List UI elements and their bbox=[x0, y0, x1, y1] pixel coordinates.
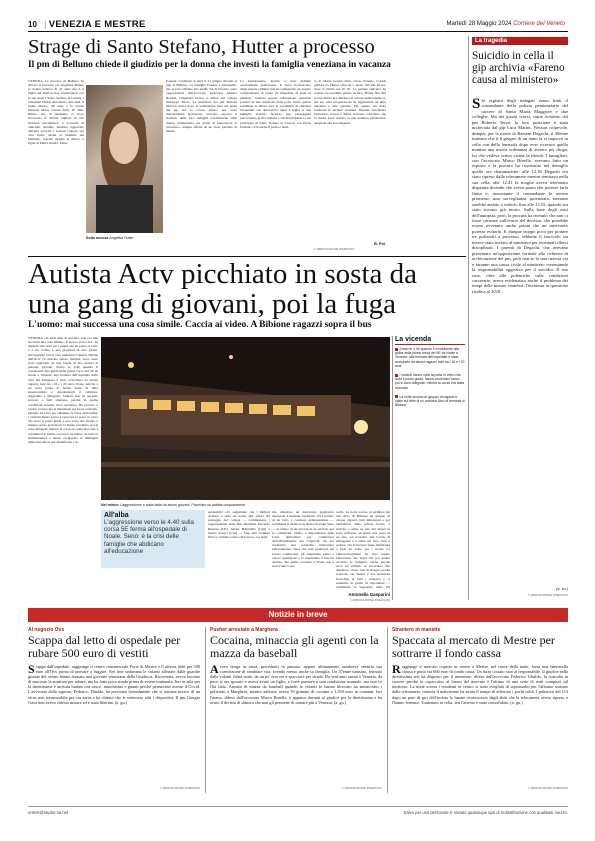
bus-photo-caption: Nel mirino L'aggressione è stata fatta da alcuni giovani. Picchiato un autista cinquantenne bbox=[101, 503, 246, 507]
footer-email: ormes@studio-3a.net bbox=[28, 810, 69, 815]
top-story-subtitle: Il pm di Belluno chiede il giudizio per la donna che investì la famiglia veneziana in vacanza bbox=[28, 60, 391, 70]
main-story-col-1: VENEZIA «In tanti anni di servizio, non era mai successa una cosa simile». E ancora sotto choc, ha disturbi alla vista per i pugni che ha preso al volto e a un occhio e una prognosi di otto giorni. All'ospedale con il viso tumefatto l'autista 50enne dell'Actv c'è arrivato sabato mattina, dopo esser stato aggredito da una banda di una decina di persone giovani. Erano le 4.40 quando il conducente alla guida della prima corsa del 5E da Noale a Venezia, alla fermata dell'ospedale della città del Tempesta è stato avvicinato da alcuni ragazzi, tutti tra i 16 e i 20 anni. Erano arrivati a un certo punto lo hanno preso di mira stuzzicandolo e chiedendogli il cellulare. Aggredito e dileggiato l'autista non ha neppure provato a farli smettere, perché in quelle condizioni sarebbe stato rischioso. Ha provato a lasciar correre ma la situazione era fuori controllo. Quando ha fatto per chiamare le forze dell'ordine, i violenti hanno preso a spaccare la porta in vetro che isola il posto guida e una volta che l'uomo è rimasto senza protezione lo hanno picchiato, poi si sono dileguati, mentre la corsa era stata bloccata. I carabinieri lo hanno soccorso, ne hanno raccolto la testimonianza e hanno recuperato le immagini delle telecamere per identificare i re- bbox=[28, 336, 98, 444]
brief-3-title: Spaccata al mercato di Mestre per sottrarre il fondo cassa bbox=[392, 633, 555, 660]
section-title: | VENEZIA E MESTRE bbox=[44, 19, 146, 30]
header-rule bbox=[28, 31, 568, 32]
vicenda-box bbox=[395, 336, 465, 407]
hutter-photo-caption: Sotto accusa Angelika Hutter bbox=[86, 236, 134, 240]
bullet-icon bbox=[395, 374, 398, 377]
bus-photo bbox=[101, 337, 390, 500]
main-story-title: Autista Actv picchiato in sosta da una gang di giovani, poi la fuga bbox=[28, 258, 418, 320]
vicenda-item: Erano le 4.40 quando il conducente alla guida della prima corsa del 5E da Noale a Venezia, alla fermata dell'ospedale è stato avvicinato da alcuni ragazzi, tutti tra i 16 e i 20 anni bbox=[395, 347, 465, 368]
bullet-icon bbox=[395, 348, 398, 351]
brief-1-body: Scappa dall'ospedale, raggiunge il centro commerciale Porte di Mestre e li afferra abiti per 500 euro all'Ovs prima di provare a fuggire. Nel fine settimana le volanti allertate dalle guardie giurate del centro hanno fermato una giovane veneziana della Giudecca. Ricoverata, aveva lasciato di nascosto la struttura per rubare, ma ha fatto poca strada prima di essere trattenuta. Ieri in aula per la direttissima è arrivata badata con casco, mascherina e guanti perché pensavano avesse il Covid. L'avvocato della signora, Federico Tibaldo, ha precisato formalmente che si trattava invece di un virus non trasmissibile per via aerea e ha chiesto che le venissero tolti i dispositivi. Il pm Giorgio Gava non aveva chiesto misure ed è stata liberata. (a. gu.) bbox=[28, 664, 200, 705]
footer-copyright: Salvo per uso personale e' vietato qualunque tipo di redistribuzione con qualsiasi mezzo. bbox=[403, 810, 568, 815]
allalba-title: All'alba bbox=[104, 512, 129, 519]
brief-1-copyright: © RIPRODUZIONE RISERVATA bbox=[159, 786, 200, 790]
tragedia-body: S Si registro degli indagati erano finiti il comandante della polizia penitenziaria del carcere di Santa Maria Maggiore e due colleghe. Ma nei giorni scorsi, come richiesto dal pm Roberto Terzo, la loro posizione è stata archiviata dal gip Luca Marini. Nessun colpevole, dunque, per la morte di Bassem Degachi, il 38enne tunisino che il 6 giugno di un anno fa si impiccò in cella con della lenzuola dopo aver ricevuto quella mattina una nuova ordinanza di arresto per droga, lui che vedeva ormai vicina la libertà. I famigliari, con l'avvocato Marco Borella, avevano fatto un esposto e la procura ha ricostruito nel dettaglio quelle ore drammatiche: alle 12.30 Degachi era stato ripreso dalle telecamere mentre rientrava nella sua cella, alle 12.41 la moglie aveva telefonato disperata dicendo che aveva paura che potesse farla finita e, nonostante il comandante le avesse promesso una sorveglianza potenziata, nessuno sarebbe andato a vederlo fino alle 13.55, quando era stato trovato già morto. Sulla base degli esiti dell'autopsia, però, la procura ha ritenuto che non ci fosse certezze sull'orario del decesso, che potrebbe essere avvenuto anche prima che un intervento potesse evitarlo. E dunque troppo poco per portare tre poliziotti a processo, sebbene il fascicolo sia invece stato inviato al ministero per eventuali rilievi disciplinari. I parenti di Degachi, che avevano presentato un'opposizione formale alla richiesta di archiviazione del pm, però non se la sono messa via e faranno una causa civile al ministero contestando la responsabilità oggettiva per il suicidio. Il suo caso, oltre alle polemiche sulle condizioni carcerarie, aveva evidenziato anche il problema dei tempi delle misure cautelari: l'inchiesta in questione risaliva al 2018. bbox=[472, 98, 568, 294]
brief-2-body: Aveva droga in tasca, precedenti in passato, eppure ultimamente sembrava sentirla sua convinzione di cambiare vita, avendo messo anche su famiglia. Un 37enne tunisino, fermato dalle volanti l'altra notte, da un po' non era a spacciare per strada. Da vent'anni ormai a Venezia, da poco si era sposato e aveva avuto un figlio, e forse puntava a una condizione normale, ma non ce l'ha fatta. Armato di mazza da baseball quando le volanti lo hanno bloccato ha minacciato i poliziotti a Marghera, mentre addosso aveva 19 grammi di cocaina e 1.350 euro in contanti. Ieri l'uomo, difeso dall'avvocato Marco Borella, è apparso davanti al giudice per la direttissima e ha avuto il divieto di dimora che non gli permette di tornare più a Venezia. (a. gu.) bbox=[210, 664, 382, 705]
footer-rule bbox=[28, 806, 568, 807]
tragedia-title: Suicidio in cella il gip archivia «Fareno causa al ministero» bbox=[472, 50, 565, 86]
brief-3-copyright: © RIPRODUZIONE RISERVATA bbox=[527, 786, 568, 790]
top-story-col-3: La trentatreenne, inoltre, è stata definita «socialmente pericolosa». Il vizio riconosciuto dagli esperti a Hutter non ha configurato un quadro compromesso al punto da impedirle di stare in giudizio, tuttavia questa valutazione potrebbe portare ad una riduzione della pena. Entro queste settimane la difesa avrà la possibilità di chiedere l'eventuale rito abbreviato. Quei 6 luglio le due famiglie stavano facendo una passeggiata percorrendo in fila indiana e sul marciapiede la via principale di Santo Stefano di Cadore: con Elena Potente, c'era anche il padre e mari- bbox=[240, 79, 311, 129]
main-story-signature: Antonella Gasparini bbox=[348, 592, 390, 597]
brief-3-dropcap: R bbox=[392, 664, 401, 676]
top-story-col-1: VENEZIA La procura di Belluno ha chiesto il processo per Angelika Hutter, la donna tedesca di 33 anni che il 6 luglio del 2023 uccise, investendoli con la sua Audi a Santo Stefano di Cadore, i veneziani Mattia Antoniello, due anni, il padre Marco, 48 anni e la nonna materna Maria Grazia Zuin, 65 anni. Hutter, che al momento si trova ricoverata in libertà vigilata in una struttura psichiatrica, è accusata di omicidio stradale plurimo aggravato dall'alta velocità e lesioni colpose per aver ferito anche la mamma del bambino, nonché moglie di Marco e figlia di Maria Grazia, Elena bbox=[28, 79, 84, 146]
date-line: Martedì 28 Maggio 2024 Corriere del Veneto bbox=[446, 21, 565, 27]
top-story-col-4: to di Maria Grazia Zuin, Lucio Potente. L'Audi guidata da Hutter sfrecciò a quasi 100 km all'ora, dove il limite era di 50. La perizia sull'auto ha escluso un possibile guasto tecnico. Hutter fino alla scorsa marzo era detenuta al carcere della Giudecca, ma era stata prognosticata di aggressioni ad altre detenute e alle guardie. Per questo era stata trasferita in un'altra struttura. Durante l'incidente probatorio accusa e difesa avevano convenuto che la donna fosse trattata in una struttura psichiatrica adeguata alle sue esigenze. bbox=[314, 79, 386, 125]
main-story-copyright: © RIPRODUZIONE RISERVATA bbox=[349, 598, 390, 602]
brief-1-title: Scappa dal letto di ospedale per rubare 500 euro di vestiti bbox=[28, 633, 181, 660]
brief-2-title: Cocaina, minaccia gli agenti con la mazza da baseball bbox=[210, 633, 379, 660]
tragedia-copyright: © RIPRODUZIONE RISERVATA bbox=[527, 593, 568, 597]
bullet-icon bbox=[395, 395, 398, 398]
main-story-col-2: sponsabili. «Ci auguriamo che i militari arrivino a dare un nome agli autori del pestaggio del collega — commentano i rappresentanti della Rsu aziendale Riccardo Ruzzon (Uil), Alvise Battistella (Cgil) e Guido Scarpa (Cisl) — Stop alla violenza fisica e verbale contro chi lavora». Le sigle bbox=[208, 510, 270, 539]
portrait-image bbox=[86, 85, 163, 233]
vicenda-item: La notte scorsa un gruppo di ragazzi è salito sul tetto di un autobus Atvo al terminal di Bibione bbox=[395, 394, 465, 408]
brief-divider-1 bbox=[205, 627, 206, 793]
brief-2-copyright: © RIPRODUZIONE RISERVATA bbox=[341, 786, 382, 790]
bus-night-image bbox=[101, 337, 390, 500]
brief-2-kicker: Pusher arrestato a Marghera bbox=[210, 627, 278, 633]
vicenda-item: I violenti hanno rotto la porta in vetro che isola il posto guida, hanno picchiato l'uomo, poi si sono dileguati, mentre la corsa era stata bloccata bbox=[395, 373, 465, 390]
right-column-divider bbox=[468, 36, 469, 600]
main-story-subtitle: L'uomo: mai successa una cosa simile. Caccia ai video. A Bibione ragazzi sopra il bus bbox=[28, 320, 372, 330]
brief-1-kicker: Al negozio Ovs bbox=[28, 627, 65, 633]
top-story-signature: B. Pol. bbox=[374, 242, 386, 246]
vicenda-title: La vicenda bbox=[395, 336, 465, 345]
notizie-bar: Notizie in breve bbox=[28, 608, 568, 622]
brief-divider-2 bbox=[387, 627, 388, 793]
page-number: 10 bbox=[28, 20, 37, 29]
main-story-col-5: sodio. La notte scorsa, al terminal dei bus Atvo di Bibione un gruppo di cinque ragazzi, tutti minorenni e poi identificati dalla polizia locale, è riuscito a salire su uno dei mezzi in sosta nell'area, ad aprire una porta di un bus, ad accedere alla botola di emergenza e a salire sul tetto. Non è escluso che la bravata fosse finalizzata a farsi un video per i social. La videosorveglianza ha reso rapido l'intervento dei vigili che poi hanno avvisato le famiglie, anche perché Atvo ha valutato se procedere alla denuncia. «Sono casi di disagio sociale scaricato sui mezzi e sul personale front-line di tutti i trasporti e ci sentiamo in grado di rispondere — commenta la segreteria della Fit bbox=[336, 510, 390, 589]
brief-2-dropcap: A bbox=[210, 664, 219, 676]
allalba-box bbox=[101, 510, 205, 568]
top-story-col-2: Potente. L'udienza si terrà il 21 giugno davanti al gup di Belluno. Le famiglie Potente e Antoniello, che si sono affidate allo studio 3A di Vicenza, sono rappresentate dall'avvocato padovano Alberto Berardi, l'imputata invece è difesa dal collega Giuseppe Triolo. La decisione del pm Simone Marcon arriva dopo la valutazione fatta dai periti del gip che lo scorso marzo, nel corso dell'incidente probatorio, avevano esposto il risultato delle loro indagini psichiatriche sulla donna, definendola «in grado di partecipare al processo», sempre affetta da un vizio parziale di mente. bbox=[166, 79, 237, 133]
main-story-top-rule bbox=[28, 256, 466, 257]
brief-3-kicker: Straniero in manette bbox=[392, 627, 441, 633]
brief-3-body: Raggiunge il mercato coperto in centro a Mestre, nel cuore della notte, forza una bancarella chiusa e porta via 660 euro di fondo cassa. Un furto costato caro al responsabile. Il giudice nella direttissima ieri ha disposto per il momento, difeso dall'avvocato Federico Tibaldo, la custodia in carcere perché la «spaccata» al banco del mercato è l'ultimo di una serie di reati compiuti sul territorio. La notte scorsa i residenti in centro si sono svegliati di soprassalto per l'allarme scattato dalle telecamere, tuttavia il malvivente ha avuto il tempo di afferrare i pochi soldi. I poliziotti del 113 dopo un paio di giri dell'isolato lo hanno riconosciuto dagli abiti che la telecamera aveva ripreso e l'hanno fermato. Trattenuto in cella, ieri l'arresto è stato convalidato. (a. gu.) bbox=[392, 664, 568, 705]
main-story-col-3: che chiedono un intervento legislativo nazionale. L'azienda condanna: «Si è trattato di un fatto a carattere delinquenziale — commenta il direttore di Avm Giovanni Seno — al danno di un lavoratore in servizio per la collettività. Siamo a disposizione delle forze dell'ordine per collaborare all'individuazione dei colpevoli. Se per normativa non possiamo intervenire nell'eventuale causa che sarà promossa dal nostro conducente, gli auguriamo pieno e veloce guarigione e lo aspettiamo a braccia aperte». Ma quello accaduto a Noale non è stato l'unico epi- bbox=[272, 510, 334, 569]
allalba-text: L'aggressione verso le 4.40 sulla corsa 5E ferma all'ospedale di Noale. Senò: è la crisi delle famiglie che abdicano all'educazione bbox=[104, 519, 194, 555]
top-story-title: Strage di Santo Stefano, Hutter a processo bbox=[28, 36, 375, 58]
top-story-copyright: © RIPRODUZIONE RISERVATA bbox=[314, 247, 355, 251]
tragedia-dropcap: S bbox=[472, 98, 481, 112]
vicenda-divider bbox=[392, 336, 393, 600]
brief-1-dropcap: S bbox=[28, 664, 35, 676]
tragedia-signature: (a. zo.) bbox=[556, 587, 568, 591]
tragedia-label: La tragedia bbox=[472, 37, 568, 45]
hutter-photo bbox=[86, 85, 163, 233]
